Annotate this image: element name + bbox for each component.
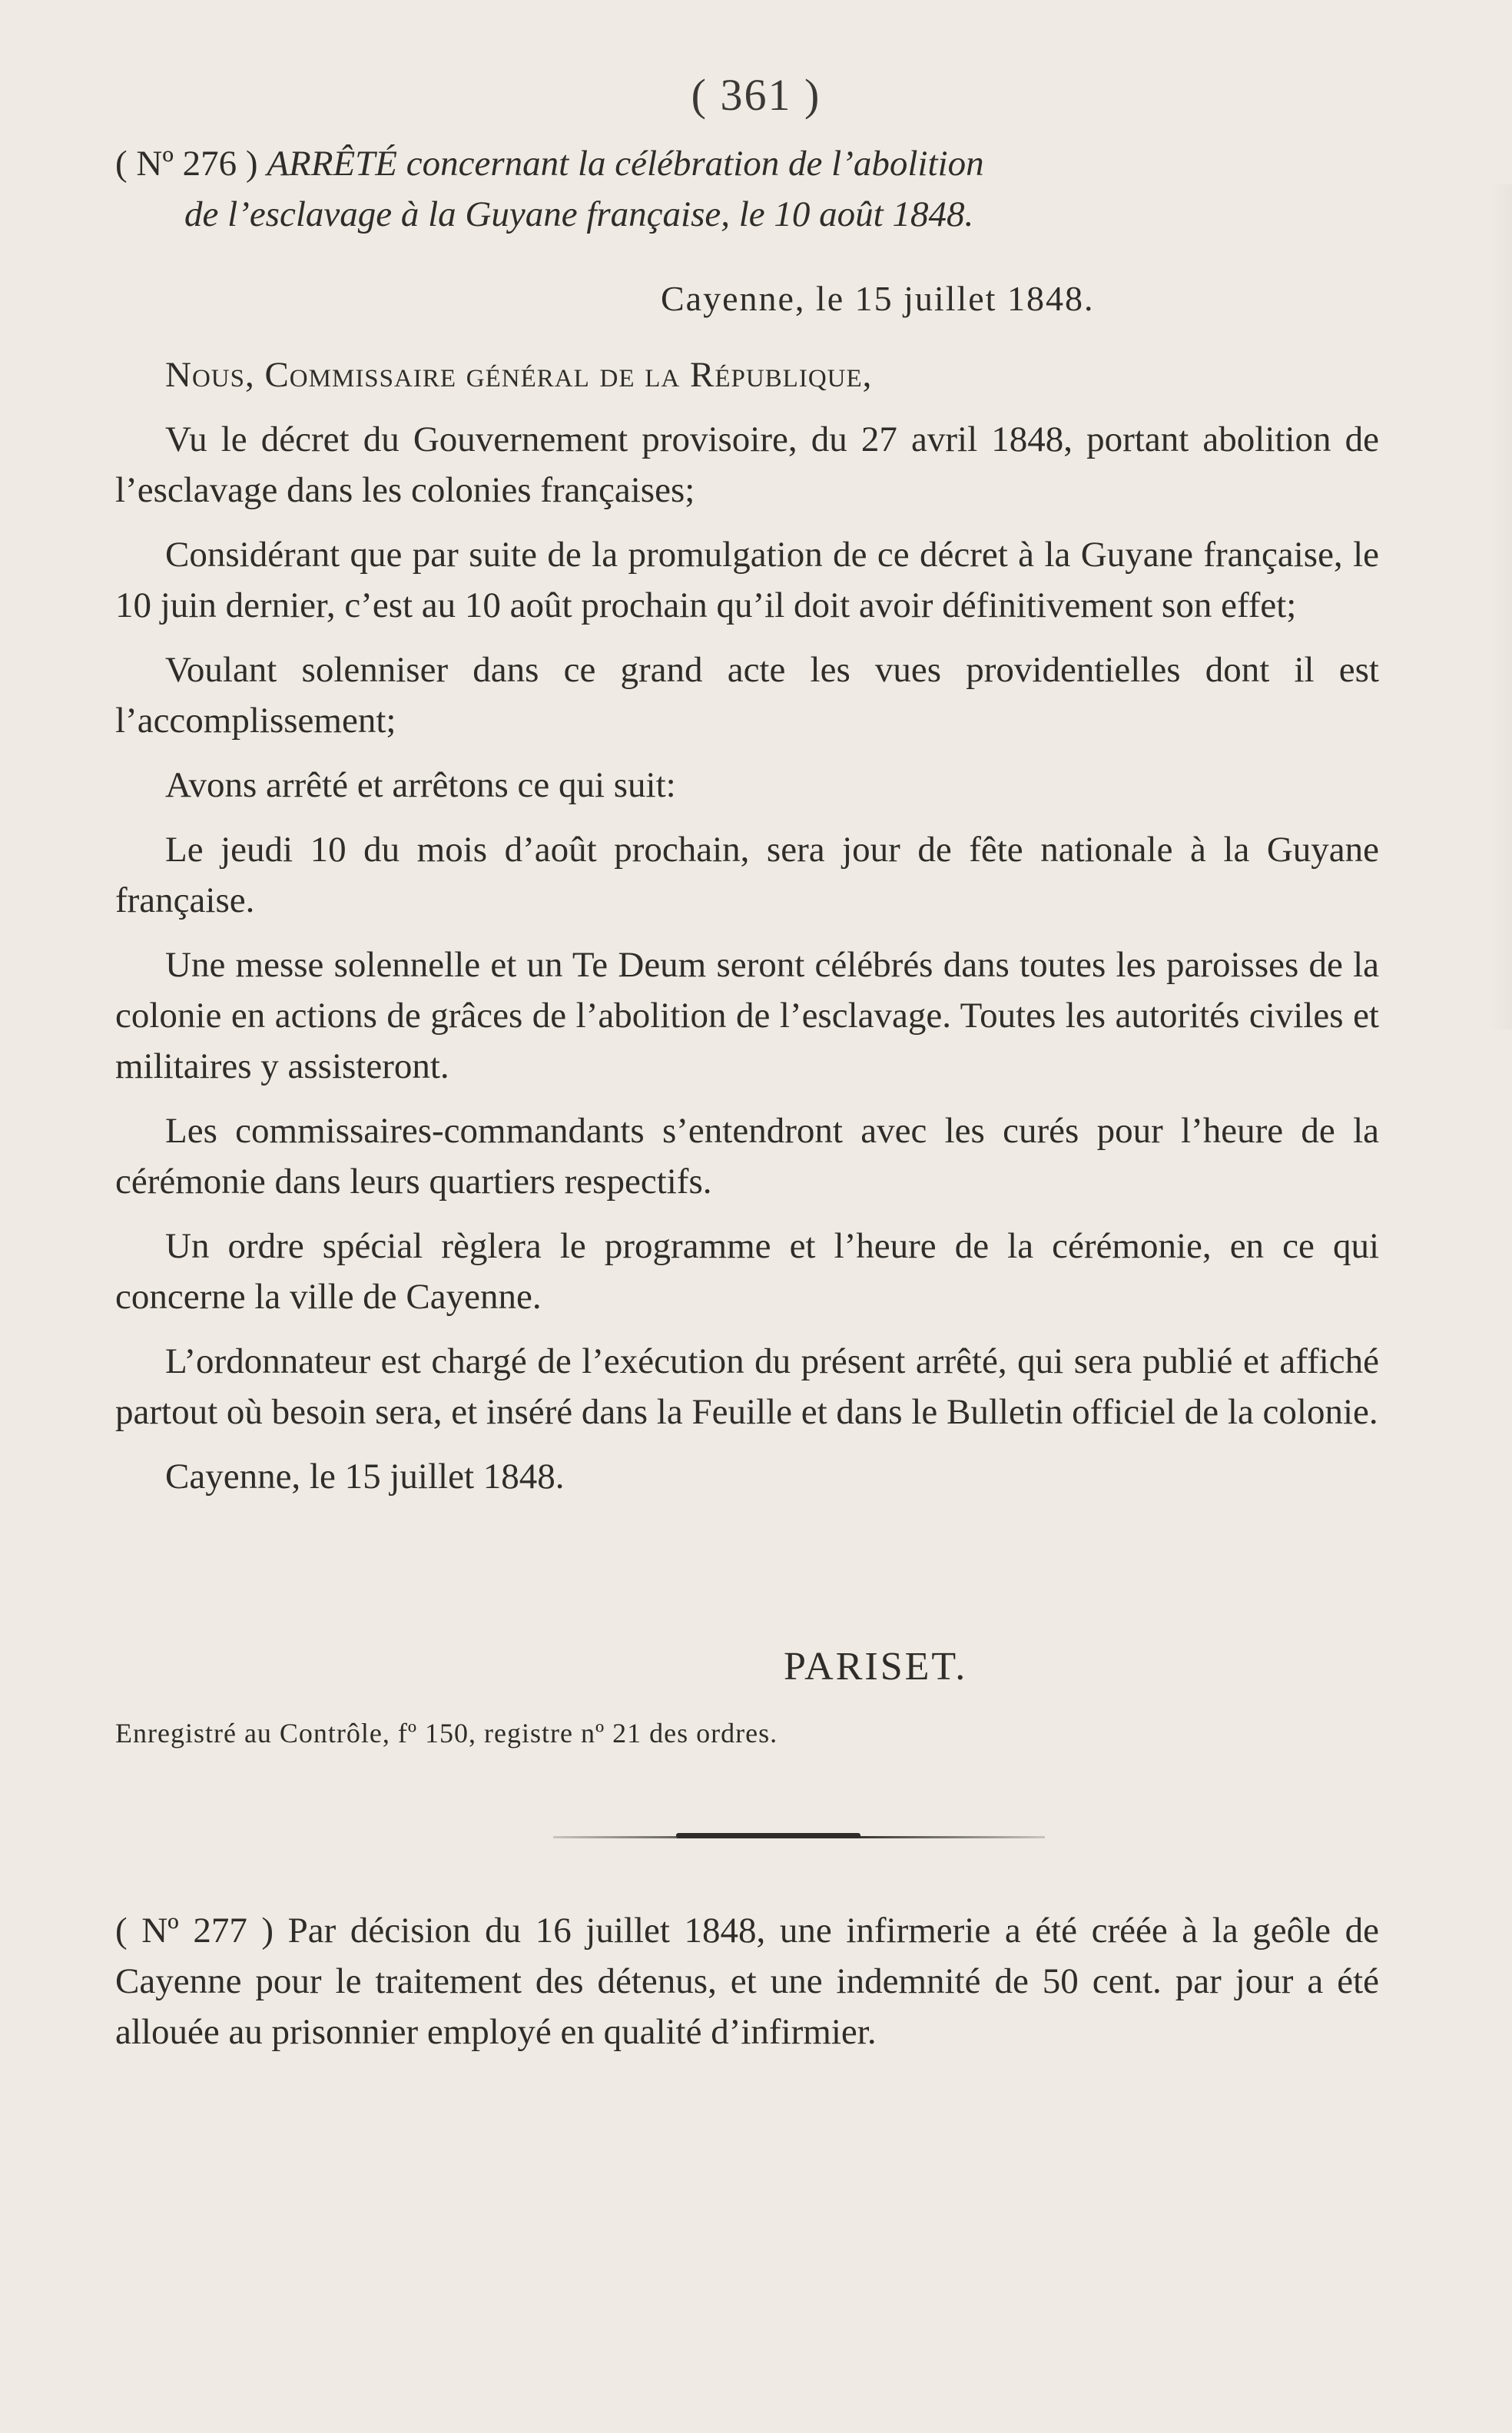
act-276-paragraph: Une messe solennelle et un Te Deum seront célébrés dans toutes les paroisses de la colonie en actions de grâces de l’abolition de l’esclavage. Toutes les autorités civiles et militaires y assisteront. (115, 945, 1379, 1086)
act-277-entry (115, 1905, 1379, 2057)
act-276-title-line1: ARRÊTÉ concernant la célébration de l’abolition (267, 144, 984, 184)
page-number: ( 361 ) (691, 70, 821, 120)
act-276-preamble: Nous, Commissaire général de la République, (165, 355, 873, 395)
act-276-paragraph: Les commissaires-commandants s’entendront avec les curés pour l’heure de la cérémonie dans leurs quartiers respectifs. (115, 1111, 1379, 1202)
page-edge-shadow (1489, 184, 1512, 1029)
act-276-paragraph: Considérant que par suite de la promulgation de ce décret à la Guyane française, le 10 juin dernier, c’est au 10 août prochain qu’il doit avoir définitivement son effet; (115, 535, 1379, 625)
act-276-paragraph: L’ordonnateur est chargé de l’exécution du présent arrêté, qui sera publié et affiché partout où besoin sera, et inséré dans la Feuille et dans le Bulletin officiel de la colonie. (115, 1341, 1379, 1432)
act-276-place-date: Cayenne, le 15 juillet 1848. (165, 1457, 565, 1497)
act-276-body (115, 350, 1379, 1516)
act-276-reference: ( Nº 276 ) (115, 144, 258, 184)
act-276-title-line2: de l’esclavage à la Guyane française, le 10 août 1848. (184, 194, 974, 234)
act-276-paragraph: Le jeudi 10 du mois d’août prochain, sera jour de fête nationale à la Guyane française. (115, 830, 1379, 920)
act-276-registry-note: Enregistré au Contrôle, fº 150, registre nº 21 des ordres. (115, 1718, 778, 1749)
act-276-heading (115, 138, 1379, 240)
act-277-reference: ( Nº 277 ) (115, 1911, 274, 1951)
act-277-text: Par décision du 16 juillet 1848, une infirmerie a été créée à la geôle de Cayenne pour le traitement des détenus, et une indemnité de 50 cent. par jour a été allouée au prisonnier employé en qualité d’infirmier. (115, 1911, 1379, 2052)
act-276-paragraph: Un ordre spécial règlera le programme et l’heure de la cérémonie, en ce qui concerne la ville de Cayenne. (115, 1226, 1379, 1317)
act-276-paragraph: Vu le décret du Gouvernement provisoire, du 27 avril 1848, portant abolition de l’esclavage dans les colonies françaises; (115, 419, 1379, 510)
act-276-dateline: Cayenne, le 15 juillet 1848. (661, 279, 1095, 318)
act-276-signature: PARISET. (784, 1645, 968, 1689)
act-276-operative-clause: Avons arrêté et arrêtons ce qui suit: (165, 765, 676, 805)
section-divider-center (676, 1833, 860, 1838)
act-276-paragraph: Voulant solenniser dans ce grand acte les vues providentielles dont il est l’accomplissement; (115, 650, 1379, 741)
